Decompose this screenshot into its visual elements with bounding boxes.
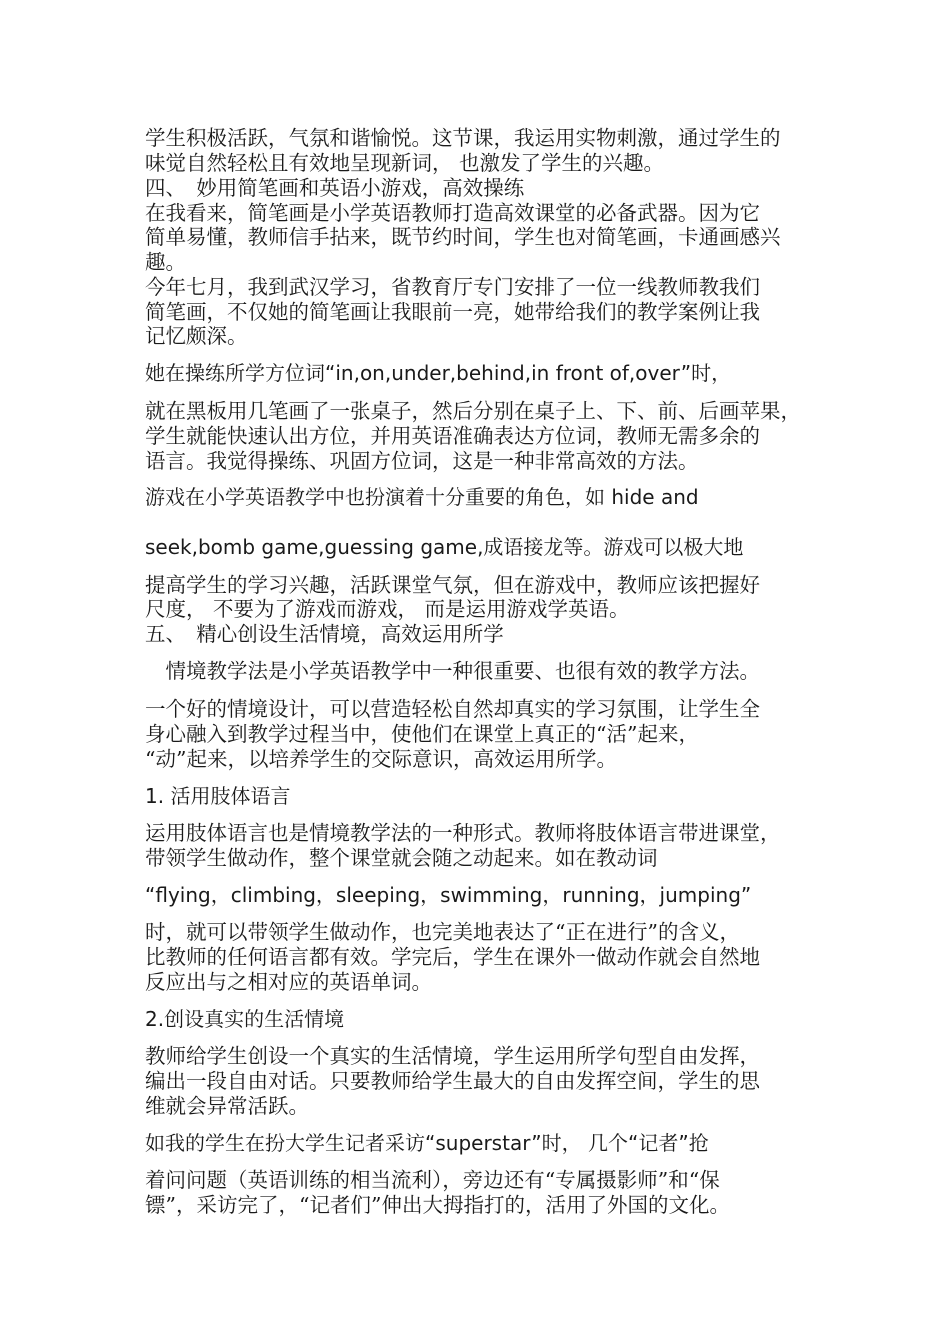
paragraph-line: 学生就能快速认出方位，并用英语准确表达方位词，教师无需多余的 <box>145 424 760 448</box>
paragraph-line: seek,bomb game,guessing game,成语接龙等。游戏可以极大地 <box>145 535 744 559</box>
paragraph-line: 如我的学生在扮大学生记者采访“superstar”时， 几个“记者”抢 <box>145 1131 709 1155</box>
paragraph-line: 时，就可以带领学生做动作，也完美地表达了“正在进行”的含义， <box>145 920 740 944</box>
paragraph-line: 情境教学法是小学英语教学中一种很重要、也很有效的教学方法。 <box>145 659 760 683</box>
paragraph-line: 编出一段自由对话。只要教师给学生最大的自由发挥空间，学生的思 <box>145 1069 760 1093</box>
paragraph-line: 记忆颇深。 <box>145 324 248 348</box>
paragraph-line: 学生积极活跃，气氛和谐愉悦。这节课，我运用实物刺激，通过学生的 <box>145 126 781 150</box>
paragraph-line: 一个好的情境设计，可以营造轻松自然却真实的学习氛围，让学生全 <box>145 697 760 721</box>
paragraph-line: 在我看来，简笔画是小学英语教师打造高效课堂的必备武器。因为它 <box>145 201 760 225</box>
paragraph-line: 尺度， 不要为了游戏而游戏， 而是运用游戏学英语。 <box>145 597 630 621</box>
paragraph-line: 反应出与之相对应的英语单词。 <box>145 970 432 994</box>
paragraph-line: 游戏在小学英语教学中也扮演着十分重要的角色，如 hide and <box>145 485 699 509</box>
paragraph-line: 语言。我觉得操练、巩固方位词，这是一种非常高效的方法。 <box>145 449 699 473</box>
paragraph-line: 她在操练所学方位词“in,on,under,behind,in front of,over”时， <box>145 361 732 385</box>
paragraph-line: 运用肢体语言也是情境教学法的一种形式。教师将肢体语言带进课堂， <box>145 821 781 845</box>
paragraph-line: 提高学生的学习兴趣，活跃课堂气氛，但在游戏中，教师应该把握好 <box>145 573 760 597</box>
paragraph-line: 趣。 <box>145 250 186 274</box>
section-heading-4: 四、 妙用简笔画和英语小游戏，高效操练 <box>145 176 525 200</box>
subheading-2: 2.创设真实的生活情境 <box>145 1007 345 1031</box>
subheading-1: 1. 活用肢体语言 <box>145 784 291 808</box>
paragraph-line: 味觉自然轻松且有效地呈现新词， 也激发了学生的兴趣。 <box>145 151 665 175</box>
paragraph-line: 身心融入到教学过程当中，使他们在课堂上真正的“活”起来， <box>145 722 699 746</box>
paragraph-line: “flying，climbing，sleeping，swimming，running，jumping” <box>145 883 752 907</box>
paragraph-line: 今年七月，我到武汉学习，省教育厅专门安排了一位一线教师教我们 <box>145 275 760 299</box>
paragraph-line: 带领学生做动作，整个课堂就会随之动起来。如在教动词 <box>145 846 658 870</box>
paragraph-line: 就在黑板用几笔画了一张桌子，然后分别在桌子上、下、前、后画苹果， <box>145 399 801 423</box>
paragraph-line: 镖”，采访完了，“记者们”伸出大拇指打的，活用了外国的文化。 <box>145 1193 730 1217</box>
paragraph-line: “动”起来，以培养学生的交际意识，高效运用所学。 <box>145 747 617 771</box>
section-heading-5: 五、 精心创设生活情境，高效运用所学 <box>145 622 504 646</box>
paragraph-line: 简单易懂，教师信手拈来，既节约时间，学生也对简笔画，卡通画感兴 <box>145 225 781 249</box>
paragraph-line: 简笔画，不仅她的简笔画让我眼前一亮，她带给我们的教学案例让我 <box>145 300 760 324</box>
paragraph-line: 比教师的任何语言都有效。学完后，学生在课外一做动作就会自然地 <box>145 945 760 969</box>
paragraph-line: 维就会异常活跃。 <box>145 1094 309 1118</box>
paragraph-line: 教师给学生创设一个真实的生活情境，学生运用所学句型自由发挥， <box>145 1044 760 1068</box>
paragraph-line: 着问问题（英语训练的相当流利），旁边还有“专属摄影师”和“保 <box>145 1168 720 1192</box>
